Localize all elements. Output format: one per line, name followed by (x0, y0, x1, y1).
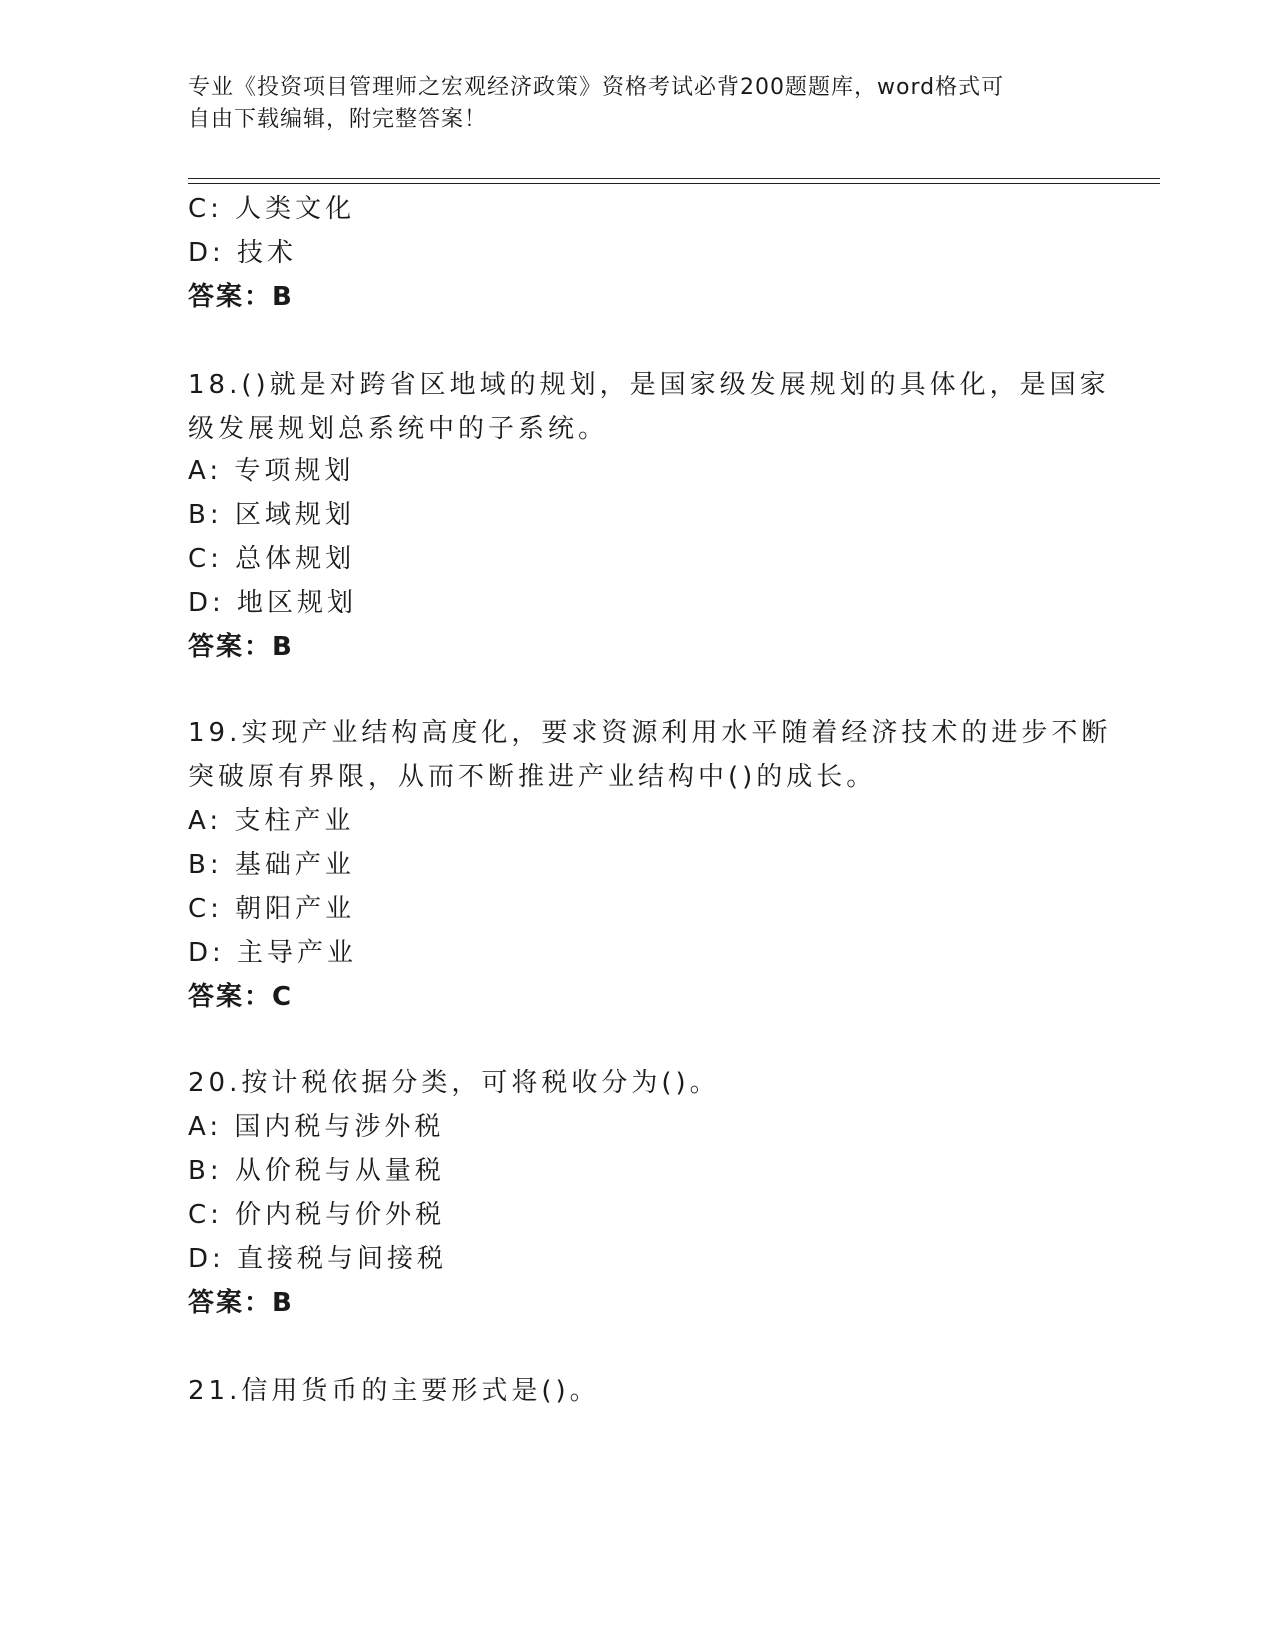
q20-option-c: C: 价内税与价外税 (188, 1200, 446, 1230)
q19-option-a: A: 支柱产业 (188, 806, 355, 836)
header-line-2: 自由下载编辑，附完整答案！ (188, 107, 488, 132)
header-divider-top (188, 178, 1160, 179)
q19-stem-line-2: 突破原有界限，从而不断推进产业结构中()的成长。 (188, 762, 877, 792)
q18-option-c: C: 总体规划 (188, 544, 356, 574)
prev-option-c: C: 人类文化 (188, 194, 356, 224)
prev-option-d: D: 技术 (188, 238, 298, 268)
prev-answer: 答案：B (188, 282, 294, 312)
q18-answer: 答案：B (188, 632, 294, 662)
document-header (188, 72, 1068, 136)
q19-stem-line-1: 19.实现产业结构高度化，要求资源利用水平随着经济技术的进步不断 (188, 718, 1112, 748)
header-line-1: 专业《投资项目管理师之宏观经济政策》资格考试必背200题题库，word格式可 (188, 75, 1005, 100)
q19-option-b: B: 基础产业 (188, 850, 355, 880)
q20-option-d: D: 直接税与间接税 (188, 1244, 448, 1274)
q18-option-d: D: 地区规划 (188, 588, 358, 618)
q20-stem-line-1: 20.按计税依据分类，可将税收分为()。 (188, 1068, 720, 1098)
q20-option-b: B: 从价税与从量税 (188, 1156, 445, 1186)
q21-stem-line-1: 21.信用货币的主要形式是()。 (188, 1376, 600, 1406)
q19-option-c: C: 朝阳产业 (188, 894, 356, 924)
q20-answer: 答案：B (188, 1288, 294, 1318)
q18-stem-line-2: 级发展规划总系统中的子系统。 (188, 414, 609, 444)
q18-stem-line-1: 18.()就是对跨省区地域的规划，是国家级发展规划的具体化，是国家 (188, 370, 1110, 400)
header-divider-bottom (188, 183, 1160, 184)
q18-option-a: A: 专项规划 (188, 456, 355, 486)
q18-option-b: B: 区域规划 (188, 500, 355, 530)
q19-answer: 答案：C (188, 982, 294, 1012)
q19-option-d: D: 主导产业 (188, 938, 358, 968)
q20-option-a: A: 国内税与涉外税 (188, 1112, 445, 1142)
